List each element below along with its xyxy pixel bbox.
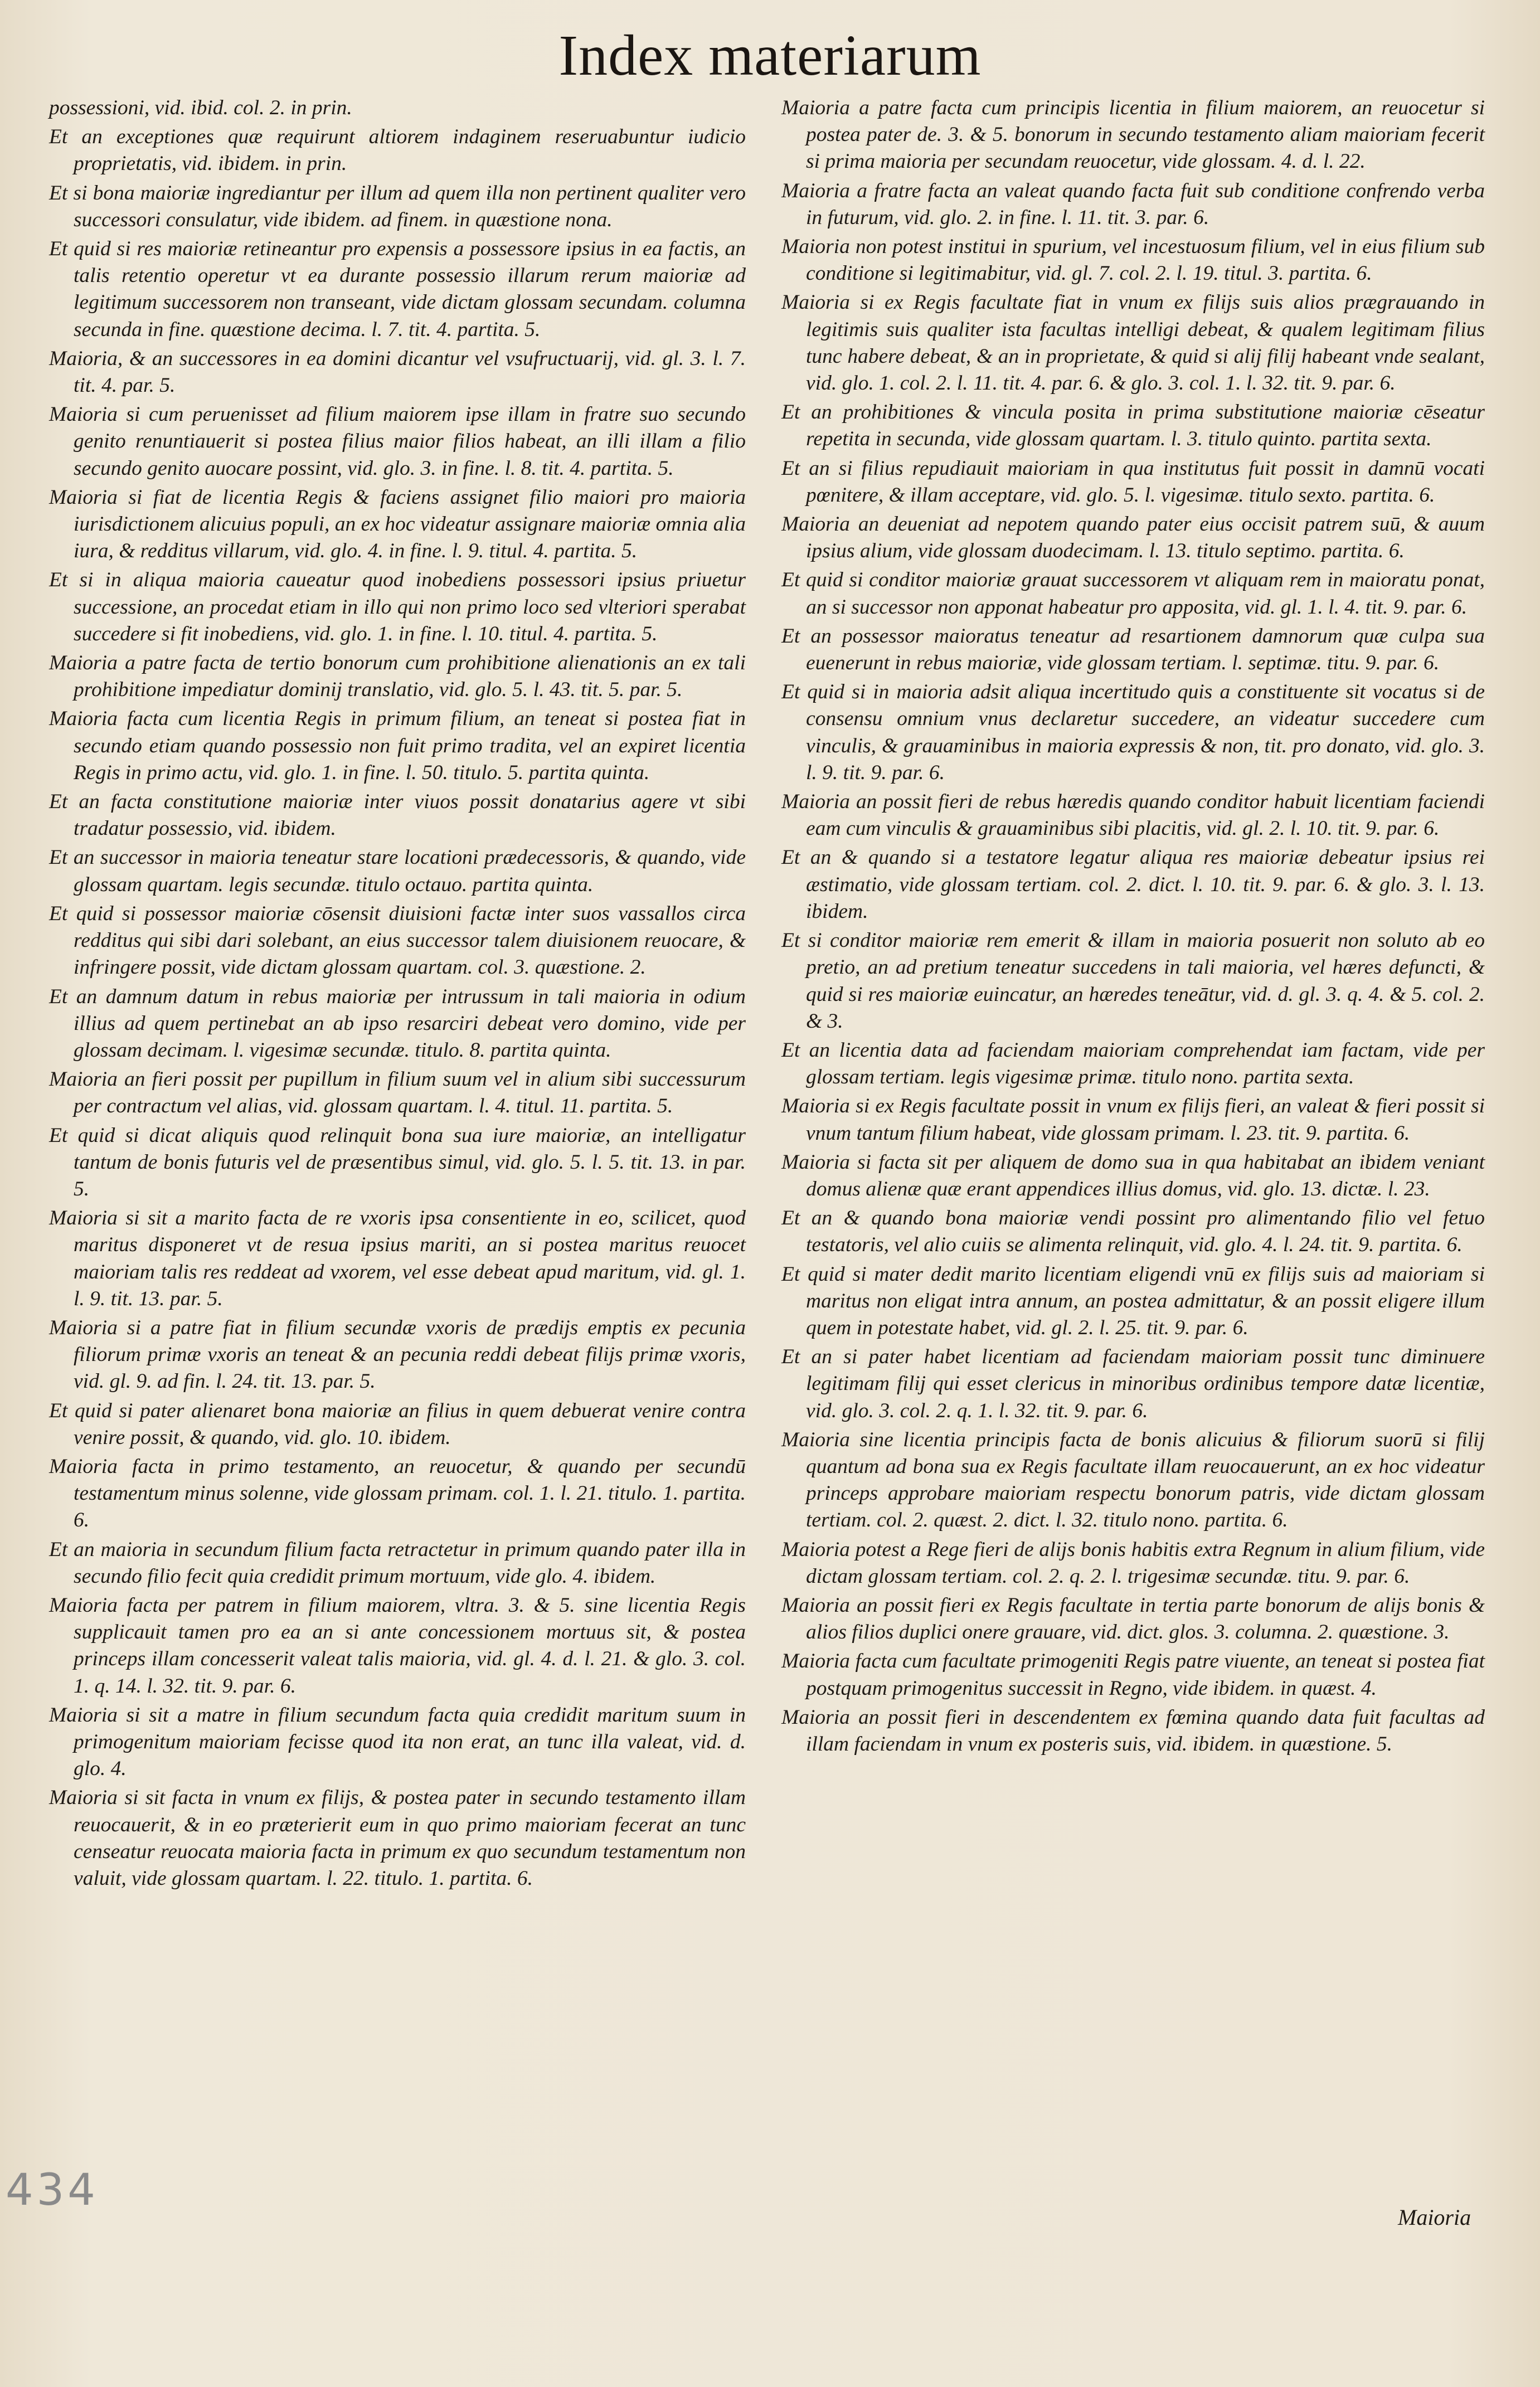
- left-column: [49, 95, 746, 1894]
- index-entry: Maioria si ex Regis facultate fiat in vnum ex filijs suis alios prægrauando in legitimis suis qualiter ista facultas intelligi debeat, & qualem legitimam filius tunc habere debeat, & an in proprietate, & quid si alij filij habeant vnde sealant, vid. glo. 1. col. 2. l. 11. tit. 4. par. 6. & glo. 3. col. 1. l. 32. tit. 9. par. 6.: [781, 291, 1485, 395]
- index-entry: Maioria facta cum facultate primogeniti Regis patre viuente, an teneat si postea fiat postquam primogenitus successit in Regno, vide ibidem. in quæst. 4.: [781, 1650, 1485, 1700]
- index-entry: Et an licentia data ad faciendam maioriam comprehendat iam factam, vide per glossam tertiam. legis vigesimæ primæ. titulo nono. partita sexta.: [781, 1038, 1485, 1089]
- index-entry: Maioria si cum peruenisset ad filium maiorem ipse illam in fratre suo secundo genito renuntiauerit si postea filius maior filios habeat, an illi illam a filio secundo genito auocare possint, vid. glo. 3. in fine. l. 8. tit. 4. partita. 5.: [49, 403, 746, 480]
- index-entry: Et an possessor maioratus teneatur ad resartionem damnorum quæ culpa sua euenerunt in rebus maioriæ, vide glossam tertiam. l. septimæ. titu. 9. par. 6.: [781, 624, 1485, 675]
- index-entry: Maioria si sit a matre in filium secundum facta quia credidit maritum suum in primogenitum maioriam fecisse quod ita non erat, an tunc illa valeat, vid. d. glo. 4.: [49, 1703, 746, 1781]
- index-entry: Maioria facta per patrem in filium maiorem, vltra. 3. & 5. sine licentia Regis supplicauit tamen pro ea an si ante concessionem mortuus sit, & postea princeps illam concesserit valeat talis maioria, vid. gl. 4. d. l. 21. & glo. 3. col. 1. q. 14. l. 32. tit. 9. par. 6.: [49, 1593, 746, 1698]
- index-entry: Et quid si in maioria adsit aliqua incertitudo quis a constituente sit vocatus si de consensu omnium vnus declaretur succedere, an videatur succedere cum vinculis, & grauaminibus in maioria expressis & non, tit. pro donato, vid. glo. 3. l. 9. tit. 9. par. 6.: [781, 680, 1485, 784]
- index-entry: Maioria si a patre fiat in filium secundæ vxoris de prædijs emptis ex pecunia filiorum primæ vxoris an teneat & an pecunia reddi debeat filijs primæ vxoris, vid. gl. 9. ad fin. l. 24. tit. 13. par. 5.: [49, 1316, 746, 1393]
- index-entry: Maioria si fiat de licentia Regis & faciens assignet filio maiori pro maioria iurisdictionem alicuius populi, an ex hoc videatur assignare maioriæ omnia alia iura, & redditus villarum, vid. glo. 4. in fine. l. 9. titul. 4. partita. 5.: [49, 485, 746, 563]
- catchword: Maioria: [1398, 2205, 1471, 2230]
- index-entry: Maioria sine licentia principis facta de bonis alicuius & filiorum suorū si filij quantum ad bona sua ex Regis facultate illam reuocauerunt, an ex hoc videatur princeps approbare maioriam respectu bonorum patris, vide dictam glossam tertiam. col. 2. quæst. 2. dict. l. 32. titulo nono. partita. 6.: [781, 1428, 1485, 1532]
- index-entry: Et an damnum datum in rebus maioriæ per intrussum in tali maioria in odium illius ad quem pertinebat an ab ipso resarciri debeat vero domino, vide per glossam decimam. l. vigesimæ secundæ. titulo. 8. partita quinta.: [49, 985, 746, 1062]
- index-entry: Maioria non potest institui in spurium, vel incestuosum filium, vel in eius filium sub conditione si legitimabitur, vid. gl. 7. col. 2. l. 19. titul. 3. partita. 6.: [781, 235, 1485, 285]
- right-column: [781, 95, 1485, 1760]
- folio-number: 434: [6, 2165, 99, 2215]
- index-entry: Et quid si conditor maioriæ grauat successorem vt aliquam rem in maioratu ponat, an si successor non apponat habeatur pro apposita, vid. gl. 1. l. 4. tit. 9. par. 6.: [781, 568, 1485, 619]
- index-entry: Maioria, & an successores in ea domini dicantur vel vsufructuarij, vid. gl. 3. l. 7. tit. 4. par. 5.: [49, 347, 746, 397]
- index-entry: Et si in aliqua maioria caueatur quod inobediens possessori ipsius priuetur successione, an procedat etiam in illo qui non primo loco sed vlteriori sperabat succedere si fit inobediens, vid. glo. 1. in fine. l. 10. titul. 4. partita. 5.: [49, 568, 746, 645]
- index-entry: possessioni, vid. ibid. col. 2. in prin.: [49, 96, 352, 119]
- index-entry: Et quid si pater alienaret bona maioriæ an filius in quem debuerat venire contra venire possit, & quando, vid. glo. 10. ibidem.: [49, 1399, 746, 1449]
- index-entry: Maioria a patre facta de tertio bonorum cum prohibitione alienationis an ex tali prohibitione impediatur dominij translatio, vid. glo. 5. l. 43. tit. 5. par. 5.: [49, 652, 746, 702]
- index-entry: Maioria facta in primo testamento, an reuocetur, & quando per secundū testamentum minus solenne, vide glossam primam. col. 1. l. 21. titulo. 1. partita. 6.: [49, 1455, 746, 1532]
- index-entry: Et an prohibitiones & vincula posita in prima substitutione maioriæ cēseatur repetita in secunda, vide glossam quartam. l. 3. titulo quinto. partita sexta.: [781, 401, 1485, 451]
- index-entry: Et quid si mater dedit marito licentiam eligendi vnū ex filijs suis ad maioriam si maritus non eligat intra annum, an postea admittatur, & an possit eligere illum quem in potestate habet, vid. gl. 2. l. 25. tit. 9. par. 6.: [781, 1262, 1485, 1339]
- index-entry: Et an facta constitutione maioriæ inter viuos possit donatarius agere vt sibi tradatur possessio, vid. ibidem.: [49, 790, 746, 840]
- index-entry: Maioria a patre facta cum principis licentia in filium maiorem, an reuocetur si postea pater de. 3. & 5. bonorum in secundo testamento aliam maioriam fecerit si prima maioria per secundam reuocetur, vide glossam. 4. d. l. 22.: [781, 96, 1485, 173]
- index-entry: Et an & quando si a testatore legatur aliqua res maioriæ debeatur ipsius rei æstimatio, vide glossam tertiam. col. 2. dict. l. 10. tit. 9. par. 6. & glo. 3. l. 13. ibidem.: [781, 846, 1485, 923]
- index-entry: Et quid si dicat aliquis quod relinquit bona sua iure maioriæ, an intelligatur tantum de bonis futuris vel de præsentibus simul, vid. glo. 5. l. 5. tit. 13. in par. 5.: [49, 1124, 746, 1200]
- index-entry: Maioria facta cum licentia Regis in primum filium, an teneat si postea fiat in secundo etiam quando possessio non fuit primo tradita, vel an expiret licentia Regis in primo actu, vid. glo. 1. in fine. l. 50. titulo. 5. partita quinta.: [49, 707, 746, 784]
- index-entry: Maioria si facta sit per aliquem de domo sua in qua habitabat an ibidem veniant domus alienæ quæ erant appendices illius domus, vid. glo. 13. dictæ. l. 23.: [781, 1150, 1485, 1200]
- index-entry: Maioria a fratre facta an valeat quando facta fuit sub conditione confrendo verba in futurum, vid. glo. 2. in fine. l. 11. tit. 3. par. 6.: [781, 179, 1485, 229]
- index-entry: Et an si filius repudiauit maioriam in qua institutus fuit possit in damnū vocati pœnitere, & illam acceptare, vid. glo. 5. l. vigesimæ. titulo sexto. partita. 6.: [781, 456, 1485, 507]
- index-entry: Maioria si sit facta in vnum ex filijs, & postea pater in secundo testamento illam reuocauerit, & in eo præterierit eum in quo primo maioriam fecerat an tunc censeatur reuocata maioria facta in primum ex quo secundum testamentum non valuit, vide glossam quartam. l. 22. titulo. 1. partita. 6.: [49, 1786, 746, 1890]
- index-entry: Et an & quando bona maioriæ vendi possint pro alimentando filio vel fetuo testatoris, vel alio cuiis se alimenta relinquit, vid. glo. 4. l. 24. tit. 9. partita. 6.: [781, 1207, 1485, 1257]
- index-entry: Et si conditor maioriæ rem emerit & illam in maioria posuerit non soluto ab eo pretio, an ad pretium teneatur succedens in tali maioria, vel hæres defuncti, & quid si res maioriæ euincatur, an hæredes teneātur, vid. d. gl. 3. q. 4. & 5. col. 2. & 3.: [781, 929, 1485, 1033]
- index-entry: Et an si pater habet licentiam ad faciendam maioriam possit tunc diminuere legitimam filij qui esset clericus in minoribus ordinibus tempore datæ licentiæ, vid. glo. 3. col. 2. q. 1. l. 32. tit. 9. par. 6.: [781, 1345, 1485, 1422]
- index-entry: Et quid si res maioriæ retineantur pro expensis a possessore ipsius in ea factis, an talis retentio operetur vt ea durante possessio illarum rerum maioriæ ad legitimum successorem non transeant, vide dictam glossam secundam. columna secunda in fine. quæstione decima. l. 7. tit. 4. partita. 5.: [49, 237, 746, 341]
- index-entry: Maioria an fieri possit per pupillum in filium suum vel in alium sibi successurum per contractum vel alias, vid. glossam quartam. l. 4. titul. 11. partita. 5.: [49, 1068, 746, 1118]
- index-entry: Maioria si ex Regis facultate possit in vnum ex filijs fieri, an valeat & fieri possit si vnum tantum filium habeat, vide glossam primam. l. 23. tit. 9. partita. 6.: [781, 1095, 1485, 1145]
- index-entry: Et an exceptiones quæ requirunt altiorem indaginem reseruabuntur iudicio proprietatis, vid. ibidem. in prin.: [49, 125, 746, 176]
- index-entry: Maioria an deueniat ad nepotem quando pater eius occisit patrem suū, & auum ipsius alium, vide glossam duodecimam. l. 13. titulo septimo. partita. 6.: [781, 513, 1485, 563]
- index-entry: Maioria an possit fieri de rebus hæredis quando conditor habuit licentiam faciendi eam cum vinculis & grauaminibus sibi placitis, vid. gl. 2. l. 10. tit. 9. par. 6.: [781, 790, 1485, 840]
- index-entry: Et an maioria in secundum filium facta retractetur in primum quando pater illa in secundo filio fecit quia credidit primum mortuum, vide glo. 4. ibidem.: [49, 1538, 746, 1588]
- index-entry: Et quid si possessor maioriæ cōsensit diuisioni factæ inter suos vassallos circa redditus qui sibi dari solebant, an eius successor talem diuisionem reuocare, & infringere possit, vide dictam glossam quartam. col. 3. quæstione. 2.: [49, 902, 746, 979]
- page-title: Index materiarum: [558, 23, 982, 87]
- index-entry: Et an successor in maioria teneatur stare locationi prædecessoris, & quando, vide glossam quartam. legis secundæ. titulo octauo. partita quinta.: [49, 846, 746, 896]
- index-entry: Et si bona maioriæ ingrediantur per illum ad quem illa non pertinent qualiter vero successori consulatur, vide ibidem. ad finem. in quæstione nona.: [49, 181, 746, 231]
- index-entry: Maioria an possit fieri in descendentem ex fœmina quando data fuit facultas ad illam faciendam in vnum ex posteris suis, vid. ibidem. in quæstione. 5.: [781, 1705, 1485, 1756]
- index-entry: Maioria an possit fieri ex Regis facultate in tertia parte bonorum de alijs bonis & alios filios duplici onere grauare, vid. dict. glos. 3. columna. 2. quæstione. 3.: [781, 1593, 1485, 1644]
- index-entry: Maioria potest a Rege fieri de alijs bonis habitis extra Regnum in alium filium, vide dictam glossam tertiam. col. 2. q. 2. l. trigesimæ secundæ. titu. 9. par. 6.: [781, 1538, 1485, 1588]
- index-entry: Maioria si sit a marito facta de re vxoris ipsa consentiente in eo, scilicet, quod maritus disponeret vt de resua ipsius mariti, an si postea maritus reuocet maioriam talis res reddeat ad vxorem, vel esse debeat apud maritum, vid. gl. 1. l. 9. tit. 13. par. 5.: [49, 1207, 746, 1310]
